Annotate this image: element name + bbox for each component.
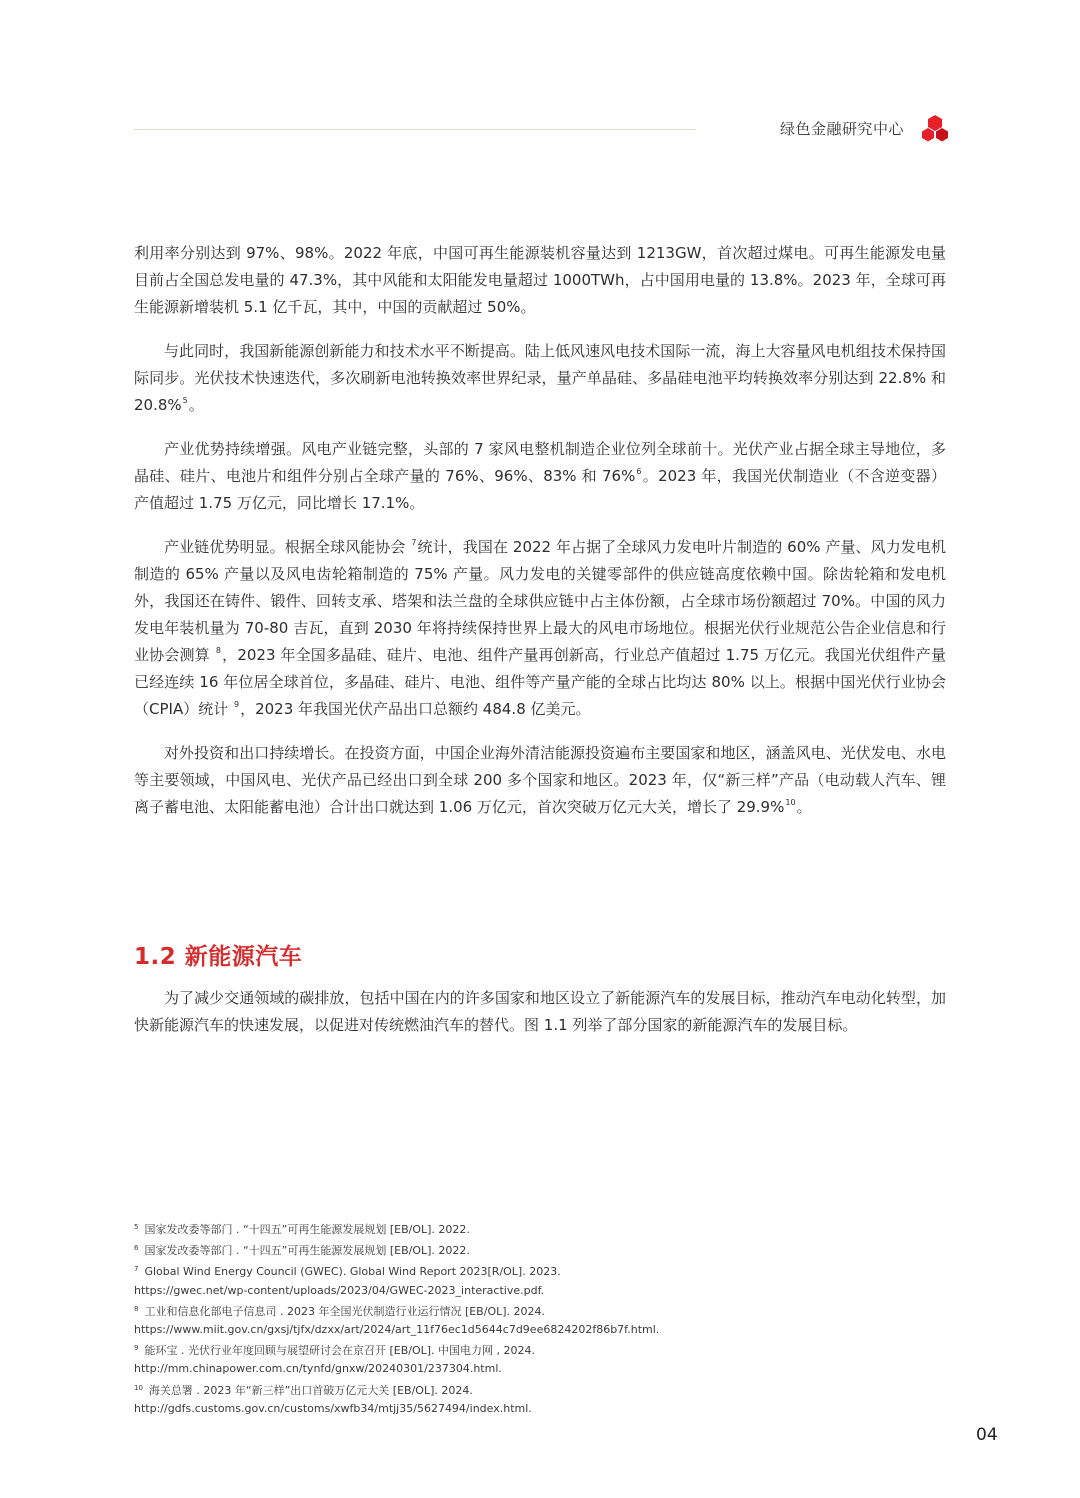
- page-number: 04: [976, 1425, 998, 1445]
- paragraph-text: 统计，我国在 2022 年占据了全球风力发电叶片制造的 60% 产量、风力发电机制造的 65% 产量以及风电齿轮箱制造的 75% 产量。风力发电的关键零部件的供应链高度依赖中国。除齿轮箱和发电机外，我国还在铸件、锻件、回转支承、塔架和法兰盘的全球供应链中占主体份额，占全球市场份额超过 70%。中国的风力发电年装机量为 70-80 吉瓦，直到 2030 年将持续保持世界上最大的风电市场地位。根据光伏行业规范公告企业信息和行业协会测算: [134, 538, 946, 664]
- footnote-item: [134, 1300, 994, 1321]
- paragraph-text: 。: [188, 396, 204, 414]
- footnote-item: [134, 1282, 994, 1300]
- cube-logo-icon: [921, 114, 949, 144]
- footnotes: [134, 1218, 994, 1418]
- footnote-item: [134, 1339, 994, 1360]
- paragraph-text: 。: [796, 798, 812, 816]
- footnote-ref[interactable]: 8: [215, 646, 221, 655]
- footnote-item: [134, 1360, 994, 1378]
- footnote-ref[interactable]: 9: [233, 700, 240, 709]
- footnote-number: 7: [134, 1265, 139, 1274]
- paragraph-text: 利用率分别达到 97%、98%。2022 年底，中国可再生能源装机容量达到 1213GW，首次超过煤电。可再生能源发电量目前占全国总发电量的 47.3%，其中风能和太阳能发电量超过 1000TWh，占中国用电量的 13.8%。2023 年，全球可再生能源新增装机 5.1 亿千瓦，其中，中国的贡献超过 50%。: [134, 244, 946, 316]
- footnote-text: 国家发改委等部门 . “十四五”可再生能源发展规划 [EB/OL]. 2022.: [144, 1223, 470, 1236]
- footnote-ref[interactable]: 5: [182, 396, 188, 405]
- footnote-number: 8: [134, 1304, 139, 1313]
- footnote-number: 9: [134, 1344, 139, 1353]
- section-paragraph: 为了减少交通领域的碳排放，包括中国在内的许多国家和地区设立了新能源汽车的发展目标，推动汽车电动化转型，加快新能源汽车的快速发展，以促进对传统燃油汽车的替代。图 1.1 列举了部分国家的新能源汽车的发展目标。: [134, 989, 946, 1034]
- footnote-item: [134, 1218, 994, 1239]
- paragraph: [134, 534, 946, 723]
- paragraph-text: 对外投资和出口持续增长。在投资方面，中国企业海外清洁能源投资遍布主要国家和地区，涵盖风电、光伏发电、水电等主要领域，中国风电、光伏产品已经出口到全球 200 多个国家和地区。2023 年，仅“新三样”产品（电动载人汽车、锂离子蓄电池、太阳能蓄电池）合计出口就达到 1.06 万亿元，首次突破万亿元大关，增长了 29.9%: [134, 744, 946, 816]
- footnote-item: [134, 1239, 994, 1260]
- footnote-ref[interactable]: 10: [785, 798, 796, 807]
- footnote-link[interactable]: http://mm.chinapower.com.cn/tynfd/gnxw/20240301/237304.html.: [134, 1362, 502, 1376]
- paragraph-text: ，2023 年全国多晶硅、硅片、电池、组件产量再创新高，行业总产值超过 1.75 万亿元。我国光伏组件产量已经连续 16 年位居全球首位，多晶硅、硅片、电池、组件等产量产能的全球占比均达 80% 以上。根据中国光伏行业协会（CPIA）统计: [134, 646, 946, 718]
- footnote-item: [134, 1260, 994, 1281]
- footnote-text: 海关总署 . 2023 年“新三样”出口首破万亿元大关 [EB/OL]. 2024.: [148, 1383, 473, 1397]
- footnote-item: [134, 1400, 994, 1418]
- header-divider: [134, 129, 696, 130]
- section-body: [134, 985, 946, 1056]
- footnote-link[interactable]: https://gwec.net/wp-content/uploads/2023/04/GWEC-2023_interactive.pdf.: [134, 1283, 545, 1297]
- paragraph-text: 产业优势持续增强。风电产业链完整，头部的 7 家风电整机制造企业位列全球前十。光伏产业占据全球主导地位，多晶硅、硅片、电池片和组件分别占全球产量的 76%、96%、83% 和 76%: [134, 440, 946, 485]
- paragraph: [134, 338, 946, 419]
- body-text: [134, 240, 946, 838]
- footnote-item: [134, 1321, 994, 1339]
- paragraph-text: ，2023 年我国光伏产品出口总额约 484.8 亿美元。: [240, 700, 591, 718]
- footnote-number: 6: [134, 1244, 139, 1253]
- footnote-text: 能环宝 . 光伏行业年度回顾与展望研讨会在京召开 [EB/OL]. 中国电力网 , 2024.: [144, 1344, 535, 1358]
- footnote-text: 工业和信息化部电子信息司 . 2023 年全国光伏制造行业运行情况 [EB/OL]. 2024.: [144, 1304, 546, 1318]
- footnote-text: 国家发改委等部门 . “十四五”可再生能源发展规划 [EB/OL]. 2022.: [144, 1244, 470, 1258]
- section-heading: 1.2 新能源汽车: [134, 944, 303, 970]
- footnote-number: 5: [134, 1223, 139, 1231]
- footnote-ref[interactable]: 6: [636, 467, 642, 476]
- paragraph-text: 。2023 年，我国光伏制造业（不含逆变器）产值超过 1.75 万亿元，同比增长 17.1%。: [134, 467, 946, 512]
- header-title: 绿色金融研究中心: [780, 120, 905, 138]
- footnote-link[interactable]: https://www.miit.gov.cn/gxsj/tjfx/dzxx/art/2024/art_11f76ec1d5644c7d9ee6824202f86b7f.html.: [134, 1323, 660, 1337]
- paragraph: [134, 436, 946, 517]
- paragraph-text: 与此同时，我国新能源创新能力和技术水平不断提高。陆上低风速风电技术国际一流，海上大容量风电机组技术保持国际同步。光伏技术快速迭代，多次刷新电池转换效率世界纪录，量产单晶硅、多晶硅电池平均转换效率分别达到 22.8% 和 20.8%: [134, 342, 946, 414]
- footnote-item: [134, 1379, 994, 1400]
- footnote-link[interactable]: http://gdfs.customs.gov.cn/customs/xwfb34/mtjj35/5627494/index.html.: [134, 1401, 532, 1415]
- paragraph-text: 产业链优势明显。根据全球风能协会: [164, 538, 411, 556]
- paragraph: [134, 240, 946, 321]
- footnote-text: Global Wind Energy Council (GWEC). Global Wind Report 2023[R/OL]. 2023.: [144, 1265, 561, 1279]
- footnote-number: 10: [134, 1383, 143, 1392]
- footnote-ref[interactable]: 7: [411, 538, 417, 547]
- paragraph: [134, 740, 946, 821]
